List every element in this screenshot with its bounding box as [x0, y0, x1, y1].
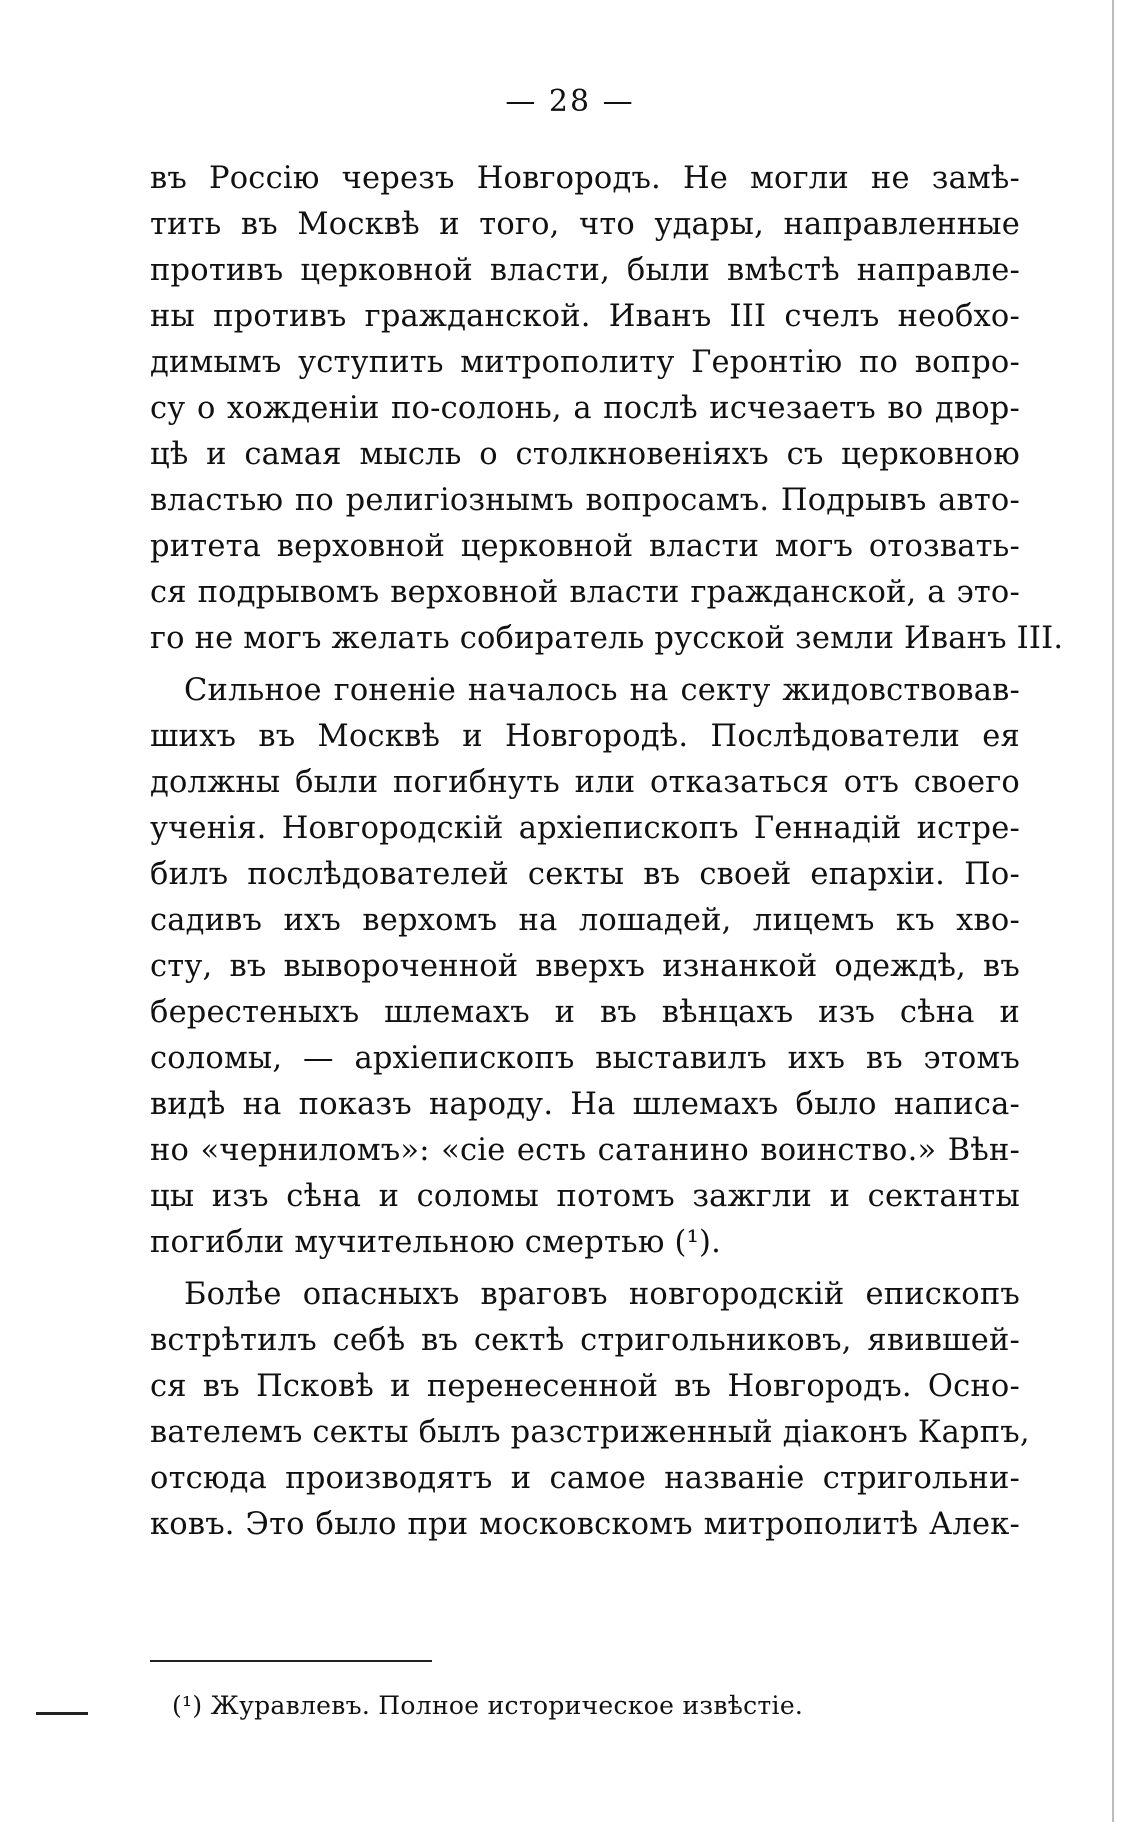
- text-line: цѣ и самая мысль о столкновеніяхъ съ церковною: [150, 437, 1020, 472]
- text-line: видѣ на показъ народу. На шлемахъ было написа-: [150, 1087, 1020, 1122]
- text-line: берестеныхъ шлемахъ и въ вѣнцахъ изъ сѣна и: [150, 995, 1020, 1030]
- text-line: въ Россію черезъ Новгородъ. Не могли не замѣ-: [150, 161, 1020, 196]
- page-edge-line: [1112, 0, 1114, 1822]
- text-line: цы изъ сѣна и соломы потомъ зажгли и сектанты: [150, 1179, 1020, 1214]
- text-line: ся въ Псковѣ и перенесенной въ Новгородъ. Осно-: [150, 1369, 1020, 1404]
- text-line: ковъ. Это было при московскомъ митрополитѣ Алек-: [150, 1507, 1020, 1542]
- page-number: — 28 —: [505, 84, 635, 119]
- paragraph-3: [150, 1272, 1030, 1548]
- text-line: шихъ въ Москвѣ и Новгородѣ. Послѣдователи ея: [150, 719, 1020, 754]
- paragraph-2: [150, 668, 1020, 1266]
- text-line: тить въ Москвѣ и того, что удары, направленные: [150, 207, 1020, 242]
- text-line: го не могъ желать собиратель русской земли Иванъ III.: [150, 621, 1064, 656]
- text-line: димымъ уступить митрополиту Геронтію по вопро-: [150, 345, 1020, 380]
- text-line: су о хожденіи по-солонь, а послѣ исчезаетъ во двор-: [150, 391, 1020, 426]
- footnote: (¹) Журавлевъ. Полное историческое извѣстіе.: [172, 1691, 804, 1720]
- footnote-rule: [150, 1660, 432, 1662]
- text-line: должны были погибнуть или отказаться отъ своего: [150, 765, 1020, 800]
- text-line: встрѣтилъ себѣ въ сектѣ стригольниковъ, явившей-: [150, 1323, 1020, 1358]
- margin-dash: [36, 1712, 88, 1715]
- body-text: [150, 156, 1064, 1548]
- text-line: Болѣе опасныхъ враговъ новгородскій епископъ: [184, 1277, 1020, 1312]
- text-line: погибли мучительною смертью (¹).: [150, 1225, 721, 1260]
- text-line: ся подрывомъ верховной власти гражданской, а это-: [150, 575, 1020, 610]
- text-line: властью по религіознымъ вопросамъ. Подрывъ авто-: [150, 483, 1020, 518]
- text-line: но «черниломъ»: «сіе есть сатанино воинство.» Вѣн-: [150, 1133, 1020, 1168]
- text-line: соломы, — архіепископъ выставилъ ихъ въ этомъ: [150, 1041, 1020, 1076]
- text-line: билъ послѣдователей секты въ своей епархіи. По-: [150, 857, 1020, 892]
- text-line: Сильное гоненіе началось на секту жидовствовав-: [184, 673, 1020, 708]
- text-line: ученія. Новгородскій архіепископъ Геннадій истре-: [150, 811, 1020, 846]
- paragraph-1: [150, 156, 1064, 662]
- text-line: вателемъ секты былъ разстриженный діаконъ Карпъ,: [150, 1415, 1030, 1450]
- text-line: садивъ ихъ верхомъ на лошадей, лицемъ къ хво-: [150, 903, 1020, 938]
- text-line: ны противъ гражданской. Иванъ III счелъ необхо-: [150, 299, 1020, 334]
- text-line: отсюда производятъ и самое названіе стригольни-: [150, 1461, 1020, 1496]
- text-line: противъ церковной власти, были вмѣстѣ направле-: [150, 253, 1020, 288]
- text-line: ритета верховной церковной власти могъ отозвать-: [150, 529, 1020, 564]
- text-line: сту, въ вывороченной вверхъ изнанкой одеждѣ, въ: [150, 949, 1020, 984]
